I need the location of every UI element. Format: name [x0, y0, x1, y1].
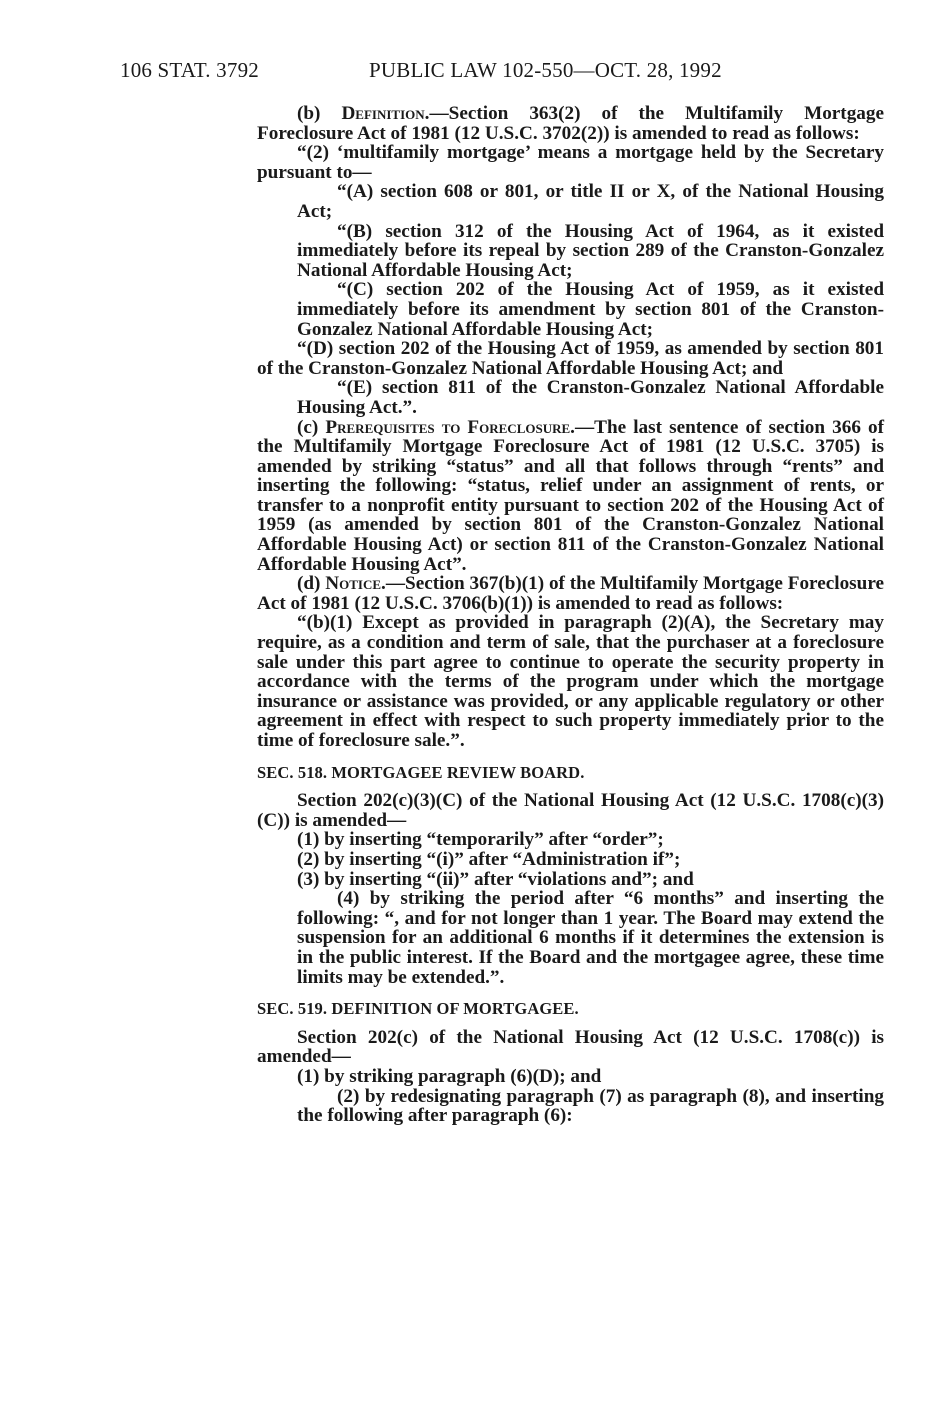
definition-item-c: “(C) section 202 of the Housing Act of 1959, as it existed immediately before its amendment by section 801 of the Cranston-Gonzalez National Affordable Housing Act; [297, 279, 884, 340]
subsection-b-heading: Definition [341, 103, 425, 124]
section-518-heading: SEC. 518. MORTGAGEE REVIEW BOARD. [257, 762, 585, 782]
quote-definition-intro: “(2) ‘multifamily mortgage’ means a mortgage held by the Secretary pursuant to— [257, 142, 884, 183]
section-519-heading: SEC. 519. DEFINITION OF MORTGAGEE. [257, 999, 579, 1019]
definition-item-e: “(E) section 811 of the Cranston-Gonzalez National Affordable Housing Act.”. [297, 377, 884, 418]
section-518-intro: Section 202(c)(3)(C) of the National Housing Act (12 U.S.C. 1708(c)(3)(C)) is amended— [257, 790, 884, 831]
subsection-c-label: (c) [297, 416, 319, 438]
public-law-title: PUBLIC LAW 102-550—OCT. 28, 1992 [369, 58, 722, 82]
subsection-d-text: .—Section 367(b)(1) of the Multifamily Mortgage Foreclosure Act of 1981 (12 U.S.C. 3706(b)(1)) is amended to read as follows: [257, 573, 885, 614]
subsection-d-label: (d) [297, 573, 321, 595]
section-518-item-2: (2) by inserting “(i)” after “Administration if”; [297, 848, 681, 870]
spacer [257, 751, 884, 763]
subsection-b-label: (b) [297, 103, 321, 124]
section-519-intro: Section 202(c) of the National Housing Act (12 U.S.C. 1708(c)) is amended— [257, 1026, 884, 1068]
definition-item-d: “(D) section 202 of the Housing Act of 1959, as amended by section 801 of the Cranston-Gonzalez National Affordable Housing Act; and [257, 338, 884, 379]
definition-item-a: “(A) section 608 or 801, or title II or X, of the National Housing Act; [297, 181, 884, 222]
subsection-b-text: .—Section 363(2) of the Multifamily Mortgage Foreclosure Act of 1981 (12 U.S.C. 3702(2)) is amended to read as follows: [257, 103, 884, 144]
section-519-item-1: (1) by striking paragraph (6)(D); and [297, 1065, 602, 1087]
subsection-d-heading: Notice [325, 573, 382, 595]
section-518-item-3: (3) by inserting “(ii)” after “violations and”; and [297, 868, 694, 890]
statute-citation: 106 STAT. 3792 [120, 58, 259, 82]
document-body [257, 104, 884, 1126]
subsection-b [257, 104, 884, 143]
section-518-item-1: (1) by inserting “temporarily” after “order”; [297, 829, 664, 851]
section-519-item-2: (2) by redesignating paragraph (7) as paragraph (8), and inserting the following after paragraph (6): [297, 1085, 884, 1127]
subsection-d [257, 574, 884, 613]
subsection-d-quote: “(b)(1) Except as provided in paragraph (2)(A), the Secretary may require, as a condition and term of sale, that the purchaser at a foreclosure sale under this part agree to continue to operate the security property in accordance with the terms of the program under which the mortgage insurance or assistance was provided, or any applicable regulatory or other agreement in effect with respect to such property immediately prior to the time of foreclosure sale.”. [257, 612, 884, 751]
spacer [257, 987, 884, 999]
section-518-item-4: (4) by striking the period after “6 months” and inserting the following: “, and for not longer than 1 year. The Board may extend the suspension for an additional 6 months if it determines the extension is in the public interest. If the Board and the mortgagee agree, these time limits may be extended.”. [297, 888, 884, 988]
definition-item-b: “(B) section 312 of the Housing Act of 1964, as it existed immediately before its repeal by section 289 of the Cranston-Gonzalez National Affordable Housing Act; [297, 220, 884, 281]
subsection-c-text: .—The last sentence of section 366 of the Multifamily Mortgage Foreclosure Act of 1981 (12 U.S.C. 3705) is amended by striking “status” and all that follows through “rents” and inserting the following: “status, relief under an assignment of rents, or transfer to a nonprofit entity pursuant to section 202 of the Housing Act of 1959 (as amended by section 801 of the Cranston-Gonzalez National Affordable Housing Act) or section 811 of the Cranston-Gonzalez National Affordable Housing Act”. [257, 416, 885, 575]
subsection-c [257, 418, 884, 575]
subsection-c-heading: Prerequisites to Foreclosure [325, 416, 571, 438]
